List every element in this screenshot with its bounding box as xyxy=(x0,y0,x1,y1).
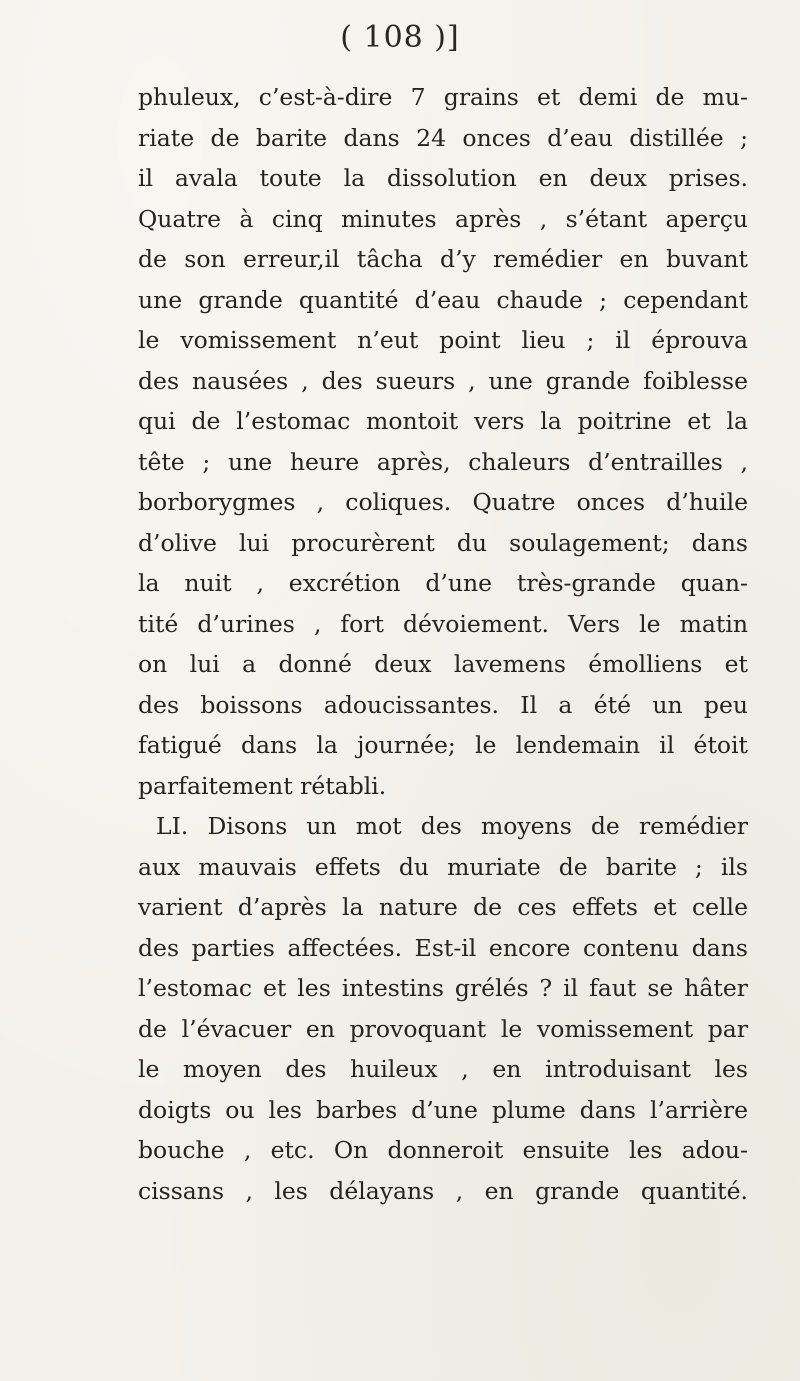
text-line: Quatre à cinq minutes après , s’étant aperçu xyxy=(138,204,748,233)
text-line: aux mauvais effets du muriate de barite ; ils xyxy=(138,852,748,881)
text-line: qui de l’estomac montoit vers la poitrine et la xyxy=(138,407,748,435)
text-line: de son erreur,il tâcha d’y remédier en buvant xyxy=(138,245,748,273)
text-line: une grande quantité d’eau chaude ; cependant xyxy=(138,285,748,314)
text-line: des nausées , des sueurs , une grande foiblesse xyxy=(138,366,748,395)
text-line: l’estomac et les intestins grélés ? il faut se hâter xyxy=(138,974,748,1002)
text-line: phuleux, c’est-à-dire 7 grains et demi de mu- xyxy=(138,83,748,111)
text-line: varient d’après la nature de ces effets et celle xyxy=(138,893,748,921)
text-line: cissans , les délayans , en grande quantité. xyxy=(138,1176,748,1205)
paragraph-end-line: parfaitement rétabli. xyxy=(138,771,387,800)
text-line: borborygmes , coliques. Quatre onces d’huile xyxy=(138,488,748,516)
text-line: fatigué dans la journée; le lendemain il étoit xyxy=(138,731,748,759)
text-line: bouche , etc. On donneroit ensuite les adou- xyxy=(138,1136,748,1164)
text-line: des boissons adoucissantes. Il a été un peu xyxy=(138,690,748,719)
section-start-line: LI. Disons un mot des moyens de remédier xyxy=(156,812,748,840)
text-line: de l’évacuer en provoquant le vomissement par xyxy=(138,1014,748,1043)
text-line: doigts ou les barbes d’une plume dans l’arrière xyxy=(138,1095,748,1124)
page-number: ( 108 )] xyxy=(340,20,460,55)
text-line: le moyen des huileux , en introduisant les xyxy=(138,1055,748,1083)
text-line: tête ; une heure après, chaleurs d’entrailles , xyxy=(138,447,748,476)
text-line: on lui a donné deux lavemens émolliens et xyxy=(138,650,748,678)
text-line: le vomissement n’eut point lieu ; il éprouva xyxy=(138,326,748,354)
body-text xyxy=(138,77,748,1211)
text-line: tité d’urines , fort dévoiement. Vers le matin xyxy=(138,609,748,638)
text-line: la nuit , excrétion d’une très-grande quan- xyxy=(138,569,748,597)
text-line: il avala toute la dissolution en deux prises. xyxy=(138,164,748,192)
text-line: d’olive lui procurèrent du soulagement; dans xyxy=(138,528,748,557)
text-line: des parties affectées. Est-il encore contenu dans xyxy=(138,933,748,962)
text-line: riate de barite dans 24 onces d’eau distillée ; xyxy=(138,123,748,152)
